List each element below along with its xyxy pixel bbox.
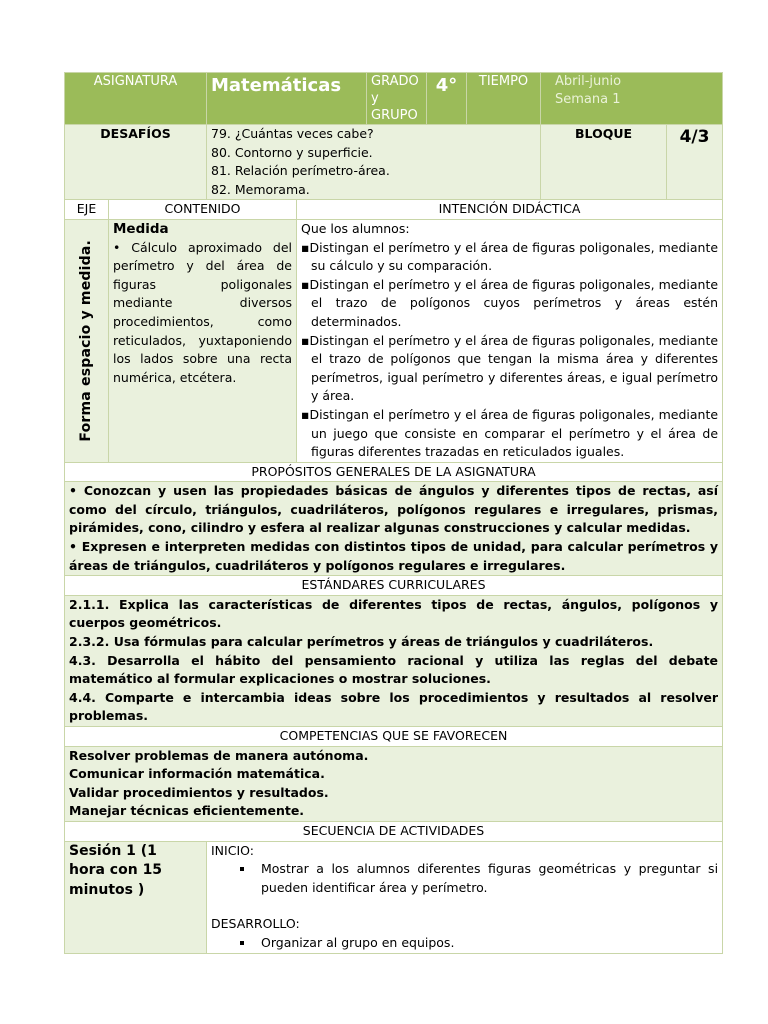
proposito-item: • Conozcan y usen las propiedades básicas de ángulos y diferentes tipos de rectas, así como del círculo, triángulos, cuadriláteros, polígonos regulares e irregulares, prismas, pirámides, cono, cilindro y esfera al realizar algunas construcciones y calcular medidas.: [69, 483, 719, 536]
list-item: ▪Distingan el perímetro y el área de figuras poligonales, mediante un juego que consiste en comparar el perímetro y el área de figuras diferentes trazadas en reticulados iguales.: [301, 406, 719, 460]
tiempo-label: TIEMPO: [467, 73, 541, 125]
competencias-title: COMPETENCIAS QUE SE FAVORECEN: [65, 727, 723, 747]
contenido-text: • Cálculo aproximado del perímetro y del área de figuras poligonales mediante diversos procedimientos, como reticulados, yuxtaponiendo los lados sobre una recta numérica, etcétera.: [113, 239, 292, 385]
secuencia-title: SECUENCIA DE ACTIVIDADES: [65, 821, 723, 841]
tiempo-line2: Semana 1: [555, 92, 621, 107]
list-item: ▪Distingan el perímetro y el área de figuras poligonales, mediante su cálculo y su comparación.: [301, 239, 719, 274]
intencion-list: [301, 239, 718, 462]
tiempo-line1: Abril-junio: [555, 74, 622, 89]
secuencia-row: [65, 841, 723, 953]
estandar-item: 2.1.1. Explica las características de diferentes tipos de rectas, ángulos, polígonos y cuerpos geométricos.: [69, 596, 719, 631]
desafio-item: 80. Contorno y superficie.: [211, 144, 373, 160]
eje-cell: [65, 219, 109, 462]
secuencia-title-row: [65, 821, 723, 841]
competencia-item: Validar procedimientos y resultados.: [69, 784, 329, 800]
columns-row: [65, 200, 723, 220]
competencias-cell: [65, 746, 723, 821]
eje-value: Forma espacio y medida.: [78, 240, 95, 442]
intencion-header: INTENCIÓN DIDÁCTICA: [297, 200, 723, 220]
lesson-plan-table: [64, 72, 723, 954]
estandar-item: 4.4. Comparte e intercambia ideas sobre los procedimientos y resultados al resolver problemas.: [69, 689, 719, 724]
estandares-title: ESTÁNDARES CURRICULARES: [65, 576, 723, 596]
bloque-value: 4/3: [667, 125, 723, 200]
desafios-label: DESAFÍOS: [65, 125, 207, 200]
propositos-title-row: [65, 462, 723, 482]
desafios-list: [207, 125, 541, 200]
propositos-title: PROPÓSITOS GENERALES DE LA ASIGNATURA: [65, 462, 723, 482]
intencion-intro: Que los alumnos:: [301, 220, 410, 236]
propositos-row: [65, 482, 723, 576]
desarrollo-list: [211, 934, 718, 953]
contenido-header: CONTENIDO: [109, 200, 297, 220]
eje-header: EJE: [65, 200, 109, 220]
grado-label: GRADO y GRUPO: [367, 73, 427, 125]
grado-value: 4°: [427, 73, 467, 125]
tiempo-value: [541, 73, 723, 125]
desafio-item: 81. Relación perímetro-área.: [211, 163, 390, 179]
lesson-plan-document: [64, 72, 722, 954]
inicio-label: INICIO:: [211, 842, 254, 858]
asignatura-value: Matemáticas: [207, 73, 367, 125]
competencia-item: Resolver problemas de manera autónoma.: [69, 747, 369, 763]
desafio-item: 79. ¿Cuántas veces cabe?: [211, 126, 374, 141]
estandares-row: [65, 595, 723, 726]
estandar-item: 2.3.2. Usa fórmulas para calcular perímetros y áreas de triángulos y cuadriláteros.: [69, 634, 654, 650]
contenido-cell: [109, 219, 297, 462]
secuencia-cell: [207, 841, 723, 953]
bloque-label: BLOQUE: [541, 125, 667, 200]
propositos-cell: [65, 482, 723, 576]
content-row: [65, 219, 723, 462]
contenido-title: Medida: [113, 220, 169, 237]
list-item: ▪ Organizar al grupo en equipos.: [255, 934, 718, 953]
asignatura-label: ASIGNATURA: [65, 73, 207, 125]
intencion-cell: [297, 219, 723, 462]
estandares-cell: [65, 595, 723, 726]
estandar-item: 4.3. Desarrolla el hábito del pensamiento racional y utiliza las reglas del debate matemático al formular explicaciones o mostrar soluciones.: [69, 652, 719, 687]
competencia-item: Manejar técnicas eficientemente.: [69, 803, 305, 819]
competencias-row: [65, 746, 723, 821]
estandares-title-row: [65, 576, 723, 596]
list-item: ▪Distingan el perímetro y el área de figuras poligonales, mediante el trazo de polígonos cuyos perímetros y áreas estén determinados.: [301, 276, 719, 329]
competencia-item: Comunicar información matemática.: [69, 766, 325, 782]
inicio-list: [211, 860, 718, 897]
competencias-title-row: [65, 727, 723, 747]
header-row: [65, 73, 723, 125]
desafio-item: 82. Memorama.: [211, 181, 310, 197]
list-item: ▪Distingan el perímetro y el área de figuras poligonales, mediante el trazo de polígonos que tengan la misma área y diferentes perímetros, igual perímetro y diferentes áreas, e igual perímetro y área.: [301, 332, 719, 404]
desafios-row: [65, 125, 723, 200]
desarrollo-label: DESARROLLO:: [211, 916, 300, 932]
proposito-item: • Expresen e interpreten medidas con distintos tipos de unidad, para calcular perímetros y áreas de triángulos, cuadriláteros y polígonos regulares e irregulares.: [69, 539, 719, 573]
list-item: ▪ Mostrar a los alumnos diferentes figuras geométricas y preguntar si pueden identificar área y perímetro.: [255, 860, 718, 897]
session-label: Sesión 1 (1 hora con 15 minutos ): [65, 841, 207, 953]
